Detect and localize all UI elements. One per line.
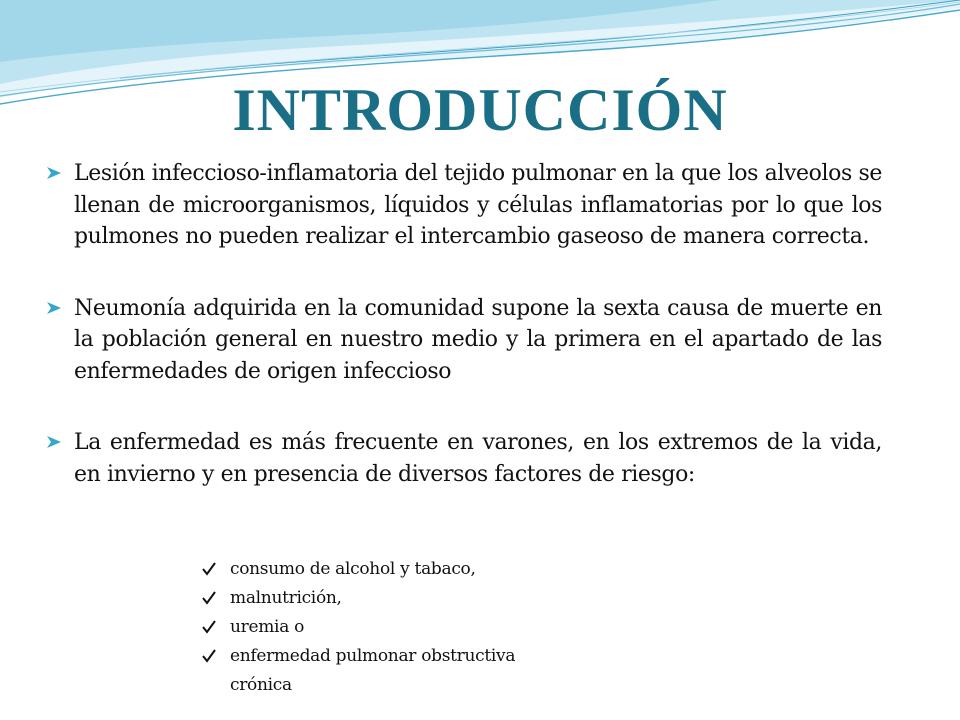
checkmark-icon: [202, 620, 216, 634]
risk-factor-text-continuation: crónica: [230, 675, 292, 695]
bullet-list: [46, 158, 882, 490]
arrow-bullet-icon: [46, 166, 62, 180]
checkmark-icon: [202, 649, 216, 663]
risk-factor-text: malnutrición,: [230, 588, 342, 608]
risk-factor-list: [198, 555, 618, 700]
bullet-text: La enfermedad es más frecuente en varones, en los extremos de la vida, en invierno y en presencia de diversos factores de riesgo:: [74, 430, 882, 487]
risk-factor-text: uremia o: [230, 617, 305, 637]
risk-factor-item: [198, 642, 618, 700]
bullet-item: [46, 427, 882, 490]
arrow-bullet-icon: [46, 435, 62, 449]
slide-title: INTRODUCCIÓN: [232, 77, 728, 143]
checkmark-icon: [202, 562, 216, 576]
bullet-text: Lesión infeccioso-inflamatoria del tejido pulmonar en la que los alveolos se llenan de microorganismos, líquidos y células inflamatorias por lo que los pulmones no pueden realizar el intercambio gaseoso de manera correcta.: [74, 161, 882, 249]
bullet-item: [46, 293, 882, 388]
bullet-item: [46, 158, 882, 253]
risk-factor-text: consumo de alcohol y tabaco,: [230, 559, 476, 579]
bullet-text: Neumonía adquirida en la comunidad supone la sexta causa de muerte en la población general en nuestro medio y la primera en el apartado de las enfermedades de origen infeccioso: [74, 295, 882, 384]
risk-factor-text: enfermedad pulmonar obstructiva: [230, 646, 516, 666]
arrow-bullet-icon: [46, 301, 62, 315]
checkmark-icon: [202, 591, 216, 605]
risk-factor-item: [198, 555, 618, 584]
risk-factor-item: [198, 584, 618, 613]
risk-factor-item: [198, 613, 618, 642]
